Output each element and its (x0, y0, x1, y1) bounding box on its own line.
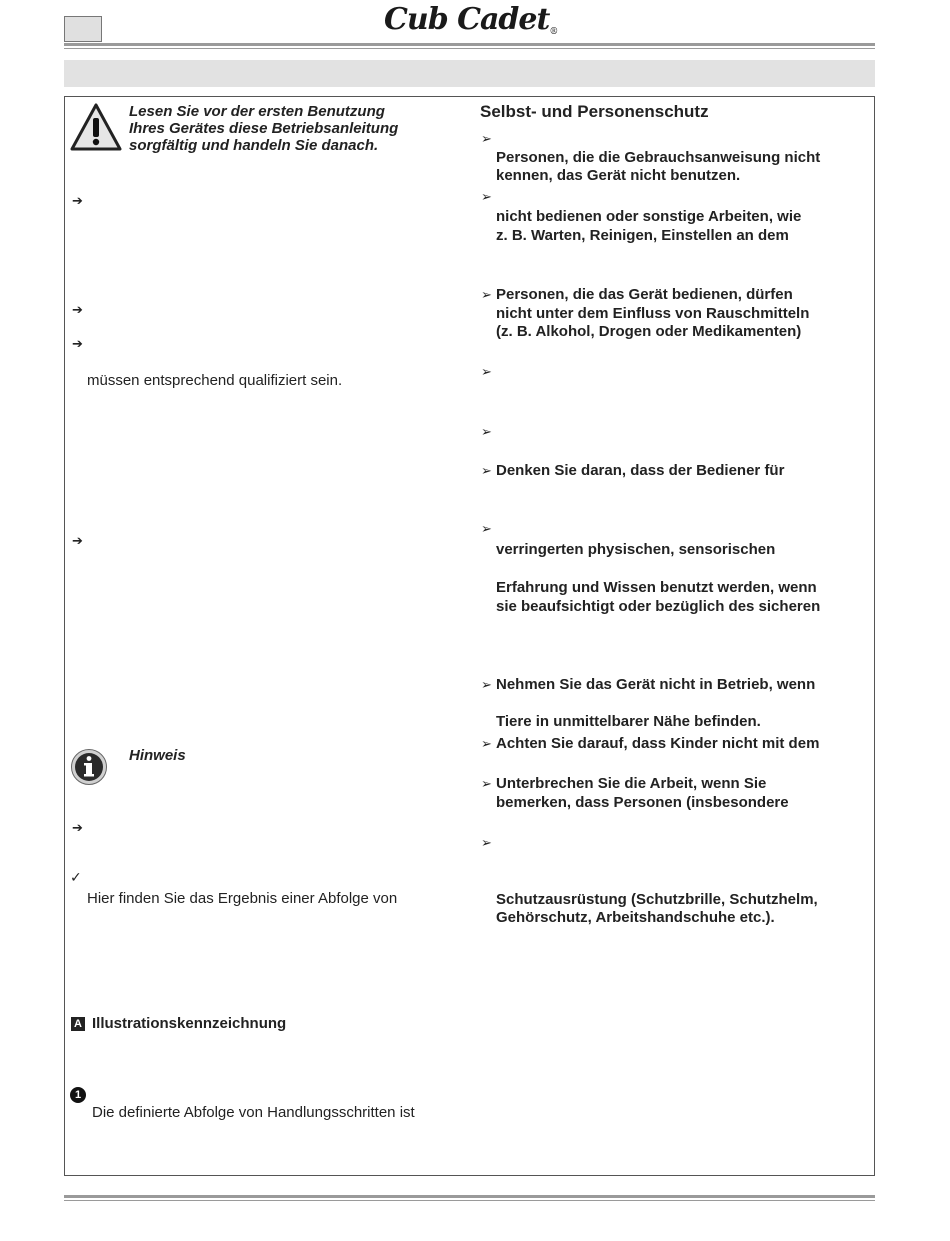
bullet-3-line-3: (z. B. Alkohol, Drogen oder Medikamenten) (496, 323, 802, 340)
bullet-5-line-2: Erfahrung und Wissen benutzt werden, wenn (496, 579, 817, 596)
warning-line-3: sorgfältig und handeln Sie danach. (129, 137, 379, 154)
bullet-2-line-1: nicht bedienen oder sonstige Arbeiten, wie (496, 208, 802, 225)
bullet-2-line-2: z. B. Warten, Reinigen, Einstellen an dem (496, 227, 789, 244)
right-heading: Selbst- und Personenschutz (480, 102, 709, 121)
bullet-1-line-1: Personen, die die Gebrauchsanweisung nicht (496, 149, 821, 166)
step-text: Die definierte Abfolge von Handlungsschritten ist (92, 1104, 415, 1121)
header-rule-thin (64, 48, 875, 49)
chevron-icon: ➢ (481, 424, 492, 439)
chevron-icon: ➢ (481, 131, 492, 146)
info-icon (70, 748, 108, 786)
chevron-icon: ➢ (481, 463, 492, 478)
bullet-6-line-2: Tiere in unmittelbarer Nähe befinden. (496, 713, 761, 730)
footer-rule-thin (64, 1200, 875, 1201)
bullet-1-line-2: kennen, das Gerät nicht benutzen. (496, 167, 741, 184)
bullet-8-line-1: Unterbrechen Sie die Arbeit, wenn Sie (496, 775, 767, 792)
chevron-icon: ➢ (481, 287, 492, 302)
warning-line-1: Lesen Sie vor der ersten Benutzung (129, 103, 385, 120)
chevron-icon: ➢ (481, 835, 492, 850)
qualified-text: müssen entsprechend qualifiziert sein. (87, 372, 343, 389)
bullet-3-line-1: Personen, die das Gerät bedienen, dürfen (496, 286, 793, 303)
chevron-icon: ➢ (481, 776, 492, 791)
bullet-9-line-1: Schutzausrüstung (Schutzbrille, Schutzhelm, (496, 891, 818, 908)
bullet-8-line-2: bemerken, dass Personen (insbesondere (496, 794, 789, 811)
brand-logo: Cub Cadet® (384, 2, 558, 37)
arrow-icon: ➔ (72, 336, 83, 351)
section-banner (64, 60, 875, 87)
bullet-5-line-3: sie beaufsichtigt oder bezüglich des sicheren (496, 598, 821, 615)
arrow-icon: ➔ (72, 302, 83, 317)
bullet-4-line-1: Denken Sie daran, dass der Bediener für (496, 462, 785, 479)
step-number-badge: 1 (70, 1087, 86, 1103)
chevron-icon: ➢ (481, 736, 492, 751)
bullet-5-line-1: verringerten physischen, sensorischen (496, 541, 776, 558)
illustration-badge-a: A (71, 1017, 85, 1031)
bullet-7-line-1: Achten Sie darauf, dass Kinder nicht mit dem (496, 735, 820, 752)
result-text: Hier finden Sie das Ergebnis einer Abfolge von (87, 890, 398, 907)
bullet-6-line-1: Nehmen Sie das Gerät nicht in Betrieb, wenn (496, 676, 816, 693)
header-rule (64, 43, 875, 46)
warning-line-2: Ihres Gerätes diese Betriebsanleitung (129, 120, 399, 137)
arrow-icon: ➔ (72, 533, 83, 548)
hinweis-label: Hinweis (129, 747, 186, 764)
page-number-box (64, 16, 102, 42)
arrow-icon: ➔ (72, 820, 83, 835)
footer-rule (64, 1195, 875, 1198)
chevron-icon: ➢ (481, 677, 492, 692)
chevron-icon: ➢ (481, 189, 492, 204)
chevron-icon: ➢ (481, 521, 492, 536)
warning-triangle-icon (70, 102, 122, 152)
arrow-icon: ➔ (72, 193, 83, 208)
bullet-9-line-2: Gehörschutz, Arbeitshandschuhe etc.). (496, 909, 775, 926)
bullet-3-line-2: nicht unter dem Einfluss von Rauschmitteln (496, 305, 810, 322)
check-icon: ✓ (70, 869, 82, 885)
illustration-heading: Illustrationskennzeichnung (92, 1015, 287, 1032)
chevron-icon: ➢ (481, 364, 492, 379)
